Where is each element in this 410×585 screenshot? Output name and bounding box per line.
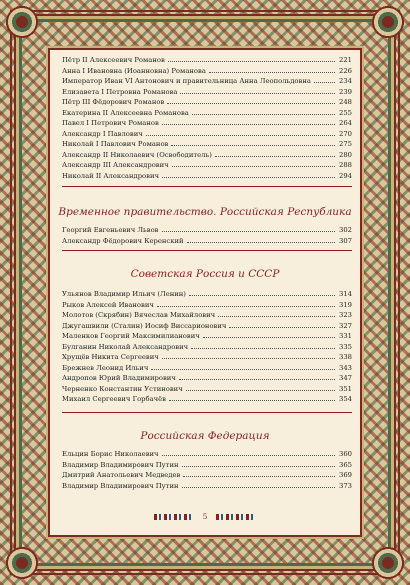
toc-entry-page: 221 <box>339 56 352 64</box>
corner-ornament-icon <box>366 0 410 44</box>
toc-entry-page: 354 <box>339 395 352 403</box>
divider <box>62 186 352 187</box>
leader-dots <box>191 348 335 349</box>
leader-dots <box>162 231 335 232</box>
toc-entry <box>62 332 352 343</box>
toc-entry-page: 288 <box>339 161 352 169</box>
toc-entry-page: 338 <box>339 353 352 361</box>
corner-ornament-icon <box>0 0 44 44</box>
toc-section-romanovs <box>62 56 352 182</box>
table-of-contents <box>50 50 360 535</box>
toc-entry <box>62 471 352 482</box>
toc-entry-name: Дмитрий Анатольевич Медведев <box>62 471 181 479</box>
leader-dots <box>162 358 335 359</box>
toc-entry <box>62 322 352 333</box>
toc-entry <box>62 301 352 312</box>
leader-dots <box>157 306 335 307</box>
toc-entry-name: Георгий Евгеньевич Львов <box>62 226 159 234</box>
toc-entry <box>62 172 352 183</box>
toc-section-ussr <box>62 290 352 406</box>
toc-entry-name: Владимир Владимирович Путин <box>62 460 179 469</box>
toc-entry-page: 239 <box>339 87 352 96</box>
toc-entry-name: Андропов Юрий Владимирович <box>62 374 176 382</box>
toc-entry <box>62 88 352 99</box>
toc-entry-page: 347 <box>339 374 352 382</box>
toc-entry <box>62 98 352 109</box>
leader-dots <box>162 177 335 178</box>
toc-entry-name: Хрущёв Никита Сергеевич <box>62 353 159 361</box>
leader-dots <box>182 487 335 488</box>
leader-dots <box>183 476 335 477</box>
toc-entry <box>62 450 352 461</box>
toc-entry-name: Екатерина II Алексеевна Романова <box>62 108 189 117</box>
toc-entry-name: Пётр III Фёдорович Романов <box>62 98 165 106</box>
toc-entry <box>62 311 352 322</box>
toc-entry-name: Николай I Павлович Романов <box>62 140 169 148</box>
toc-entry-name: Ульянов Владимир Ильич (Ленин) <box>62 290 186 298</box>
toc-entry-name: Владимир Владимирович Путин <box>62 481 179 490</box>
toc-entry-page: 365 <box>339 460 352 469</box>
leader-dots <box>192 114 335 115</box>
toc-entry-name: Николай II Александрович <box>62 171 159 180</box>
leader-dots <box>203 337 335 338</box>
toc-entry-name: Анна I Ивановна (Иоанновна) Романова <box>62 66 206 75</box>
leader-dots <box>162 455 335 456</box>
toc-entry-name: Александр I Павлович <box>62 129 143 138</box>
toc-entry <box>62 109 352 120</box>
leader-dots <box>182 466 335 467</box>
toc-entry-page: 360 <box>339 450 352 458</box>
toc-entry-name: Павел I Петрович Романов <box>62 119 159 127</box>
toc-entry <box>62 364 352 375</box>
toc-entry <box>62 237 352 248</box>
toc-entry-page: 270 <box>339 129 352 138</box>
toc-entry-name: Елизавета I Петровна Романова <box>62 87 178 96</box>
toc-entry-page: 264 <box>339 119 352 127</box>
toc-entry-page: 373 <box>339 481 352 490</box>
toc-entry-page: 343 <box>339 363 352 372</box>
section-heading: Советская Россия и СССР <box>130 268 280 280</box>
toc-entry-page: 351 <box>339 384 352 393</box>
toc-entry-page: 255 <box>339 108 352 117</box>
toc-entry-page: 335 <box>339 342 352 351</box>
toc-entry-name: Маленков Георгий Максимилианович <box>62 332 200 340</box>
divider <box>62 412 352 413</box>
toc-section-provisional <box>62 226 352 247</box>
toc-entry-page: 234 <box>339 77 352 85</box>
leader-dots <box>169 400 335 401</box>
toc-entry <box>62 161 352 172</box>
leader-dots <box>172 166 335 167</box>
divider <box>62 250 352 251</box>
toc-entry <box>62 130 352 141</box>
page-footer <box>50 512 360 521</box>
toc-entry-page: 331 <box>339 332 352 340</box>
toc-entry <box>62 290 352 301</box>
leader-dots <box>314 82 335 83</box>
leader-dots <box>209 72 335 73</box>
corner-ornament-icon <box>366 541 410 585</box>
toc-entry <box>62 343 352 354</box>
leader-dots <box>180 93 335 94</box>
toc-entry-name: Рыков Алексей Иванович <box>62 300 154 309</box>
ornament-icon <box>154 514 194 520</box>
toc-entry <box>62 374 352 385</box>
section-heading: Российская Федерация <box>140 430 270 442</box>
toc-entry-page: 302 <box>339 226 352 234</box>
leader-dots <box>215 156 335 157</box>
leader-dots <box>171 145 335 146</box>
toc-entry-page: 248 <box>339 98 352 106</box>
toc-entry-name: Молотов (Скрябин) Вячеслав Михайлович <box>62 311 216 319</box>
toc-entry <box>62 119 352 130</box>
toc-entry-page: 369 <box>339 471 352 479</box>
toc-section-federation <box>62 450 352 492</box>
leader-dots <box>187 242 335 243</box>
toc-entry <box>62 56 352 67</box>
leader-dots <box>179 379 335 380</box>
toc-entry-name: Булганин Николай Александрович <box>62 342 189 351</box>
toc-entry-page: 323 <box>339 311 352 319</box>
toc-entry-page: 307 <box>339 236 352 245</box>
toc-entry-page: 319 <box>339 300 352 309</box>
toc-entry <box>62 140 352 151</box>
toc-entry <box>62 395 352 406</box>
toc-entry <box>62 77 352 88</box>
page-number: 5 <box>202 512 208 521</box>
leader-dots <box>162 124 335 125</box>
toc-entry-page: 294 <box>339 171 352 180</box>
leader-dots <box>168 61 335 62</box>
leader-dots <box>229 327 335 328</box>
toc-entry <box>62 67 352 78</box>
leader-dots <box>189 295 335 296</box>
toc-entry-page: 314 <box>339 290 352 298</box>
toc-entry-name: Джугашвили (Сталин) Иосиф Виссарионович <box>62 321 227 330</box>
toc-entry-name: Пётр II Алексеевич Романов <box>62 56 165 64</box>
leader-dots <box>146 135 335 136</box>
toc-entry-name: Александр Фёдорович Керенский <box>62 236 184 245</box>
toc-entry-name: Ельцин Борис Николаевич <box>62 450 159 458</box>
leader-dots <box>186 390 335 391</box>
toc-entry <box>62 385 352 396</box>
ornament-icon <box>216 514 256 520</box>
toc-entry-page: 226 <box>339 66 352 75</box>
leader-dots <box>167 103 335 104</box>
toc-entry-name: Черненко Константин Устинович <box>62 384 183 393</box>
toc-entry-page: 275 <box>339 140 352 148</box>
leader-dots <box>151 369 335 370</box>
toc-entry <box>62 226 352 237</box>
toc-entry-page: 327 <box>339 321 352 330</box>
toc-entry-page: 280 <box>339 150 352 159</box>
toc-entry-name: Брежнев Леонид Ильич <box>62 363 149 372</box>
toc-entry <box>62 461 352 472</box>
toc-entry <box>62 482 352 493</box>
toc-entry <box>62 151 352 162</box>
toc-entry-name: Михаил Сергеевич Горбачёв <box>62 395 167 403</box>
toc-entry-name: Император Иван VI Антонович и правительница Анна Леопольдовна <box>62 77 311 85</box>
toc-entry <box>62 353 352 364</box>
section-heading: Временное правительство. Российская Республика <box>58 206 352 218</box>
corner-ornament-icon <box>0 541 44 585</box>
leader-dots <box>218 316 335 317</box>
toc-entry-name: Александр II Николаевич (Освободитель) <box>62 150 212 159</box>
toc-entry-name: Александр III Александрович <box>62 161 169 169</box>
